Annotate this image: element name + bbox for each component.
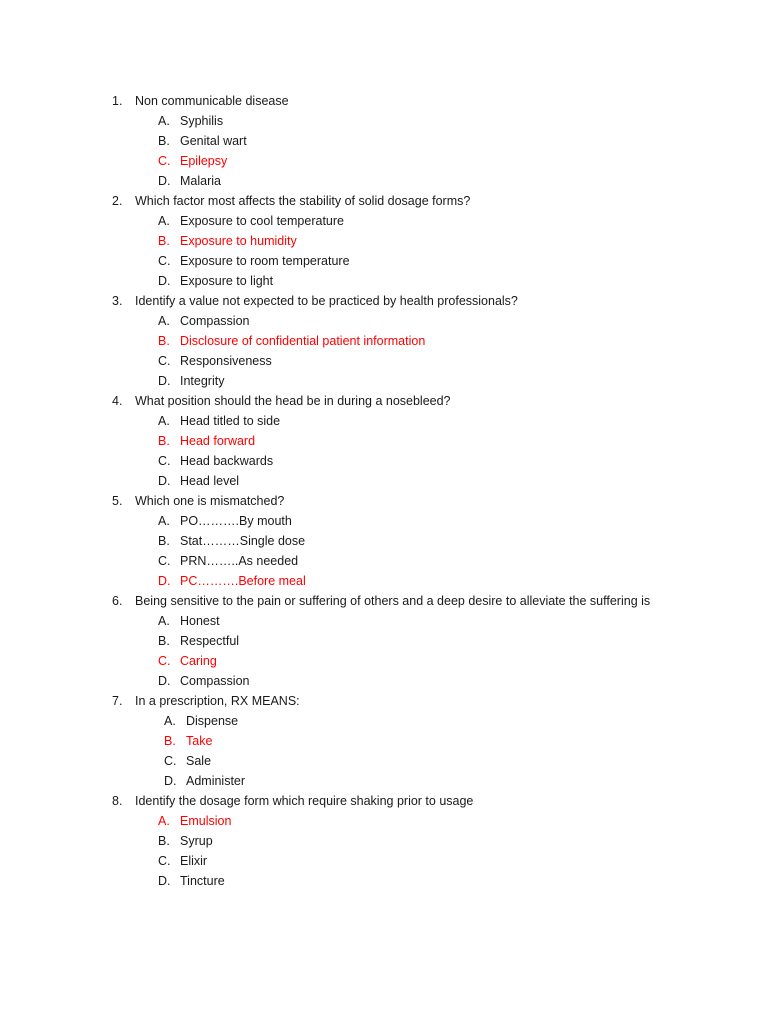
option-letter: C.: [158, 854, 171, 868]
option-5b: [0, 531, 768, 551]
question-number: 1.: [112, 94, 123, 108]
option-text: Syphilis: [180, 114, 224, 128]
question-number: 2.: [112, 194, 123, 208]
option-8a-correct: [0, 811, 768, 831]
question-text: What position should the head be in during a nosebleed?: [135, 394, 451, 408]
option-4c: [0, 451, 768, 471]
question-7: [0, 691, 768, 711]
option-8c: [0, 851, 768, 871]
option-1b: [0, 131, 768, 151]
option-letter: B.: [158, 334, 170, 348]
option-letter: C.: [158, 254, 171, 268]
question-6: [0, 591, 768, 611]
option-4d: [0, 471, 768, 491]
option-text: Integrity: [180, 374, 225, 388]
question-text: Identify a value not expected to be practiced by health professionals?: [135, 294, 518, 308]
option-letter: C.: [158, 554, 171, 568]
option-3a: [0, 311, 768, 331]
option-5d-correct: [0, 571, 768, 591]
option-letter: D.: [158, 874, 171, 888]
option-letter: A.: [158, 814, 170, 828]
option-text: Respectful: [180, 634, 240, 648]
question-4: [0, 391, 768, 411]
question-text: In a prescription, RX MEANS:: [135, 694, 300, 708]
quiz-document: [0, 91, 768, 891]
option-4b-correct: [0, 431, 768, 451]
option-letter: A.: [164, 714, 176, 728]
option-text: Elixir: [180, 854, 208, 868]
option-2d: [0, 271, 768, 291]
option-5a: [0, 511, 768, 531]
option-2c: [0, 251, 768, 271]
question-number: 4.: [112, 394, 123, 408]
question-8: [0, 791, 768, 811]
question-5: [0, 491, 768, 511]
option-letter: C.: [158, 454, 171, 468]
option-letter: D.: [158, 274, 171, 288]
option-text: Head backwards: [180, 454, 274, 468]
option-8b: [0, 831, 768, 851]
question-1: [0, 91, 768, 111]
option-3d: [0, 371, 768, 391]
option-letter: A.: [158, 314, 170, 328]
option-4a: [0, 411, 768, 431]
option-1a: [0, 111, 768, 131]
option-text: Exposure to light: [180, 274, 274, 288]
option-text: Honest: [180, 614, 220, 628]
option-letter: B.: [158, 134, 170, 148]
question-number: 6.: [112, 594, 123, 608]
option-text: Head titled to side: [180, 414, 281, 428]
option-1d: [0, 171, 768, 191]
option-letter: C.: [158, 654, 171, 668]
question-number: 8.: [112, 794, 123, 808]
option-letter: B.: [158, 634, 170, 648]
option-text: Caring: [180, 654, 217, 668]
option-letter: A.: [158, 214, 170, 228]
option-6c-correct: [0, 651, 768, 671]
option-text: Responsiveness: [180, 354, 272, 368]
option-text: Genital wart: [180, 134, 247, 148]
question-text: Which factor most affects the stability of solid dosage forms?: [135, 194, 471, 208]
option-letter: B.: [158, 834, 170, 848]
option-7b-correct: [0, 731, 768, 751]
option-letter: D.: [158, 174, 171, 188]
option-text: Disclosure of confidential patient information: [180, 334, 426, 348]
option-text: Dispense: [186, 714, 239, 728]
question-3: [0, 291, 768, 311]
option-7c: [0, 751, 768, 771]
question-number: 5.: [112, 494, 123, 508]
option-2a: [0, 211, 768, 231]
option-text: Tincture: [180, 874, 225, 888]
option-3c: [0, 351, 768, 371]
option-text: Head forward: [180, 434, 256, 448]
question-text: Being sensitive to the pain or suffering of others and a deep desire to alleviate the suffering is: [135, 594, 651, 608]
option-letter: D.: [164, 774, 177, 788]
option-text: Compassion: [180, 674, 250, 688]
question-text: Identify the dosage form which require shaking prior to usage: [135, 794, 474, 808]
option-text: Emulsion: [180, 814, 232, 828]
option-text: Malaria: [180, 174, 221, 188]
option-6d: [0, 671, 768, 691]
option-6a: [0, 611, 768, 631]
option-7a: [0, 711, 768, 731]
option-text: PRN……..As needed: [180, 554, 299, 568]
option-letter: A.: [158, 514, 170, 528]
option-text: Exposure to humidity: [180, 234, 297, 248]
option-text: Exposure to room temperature: [180, 254, 350, 268]
option-letter: D.: [158, 374, 171, 388]
option-text: Take: [186, 734, 213, 748]
question-number: 7.: [112, 694, 123, 708]
option-letter: D.: [158, 674, 171, 688]
question-2: [0, 191, 768, 211]
option-text: Administer: [186, 774, 246, 788]
question-text: Which one is mismatched?: [135, 494, 285, 508]
option-text: Sale: [186, 754, 212, 768]
option-text: Syrup: [180, 834, 213, 848]
question-number: 3.: [112, 294, 123, 308]
option-letter: B.: [164, 734, 176, 748]
option-6b: [0, 631, 768, 651]
option-letter: B.: [158, 434, 170, 448]
option-text: PC……….Before meal: [180, 574, 306, 588]
option-2b-correct: [0, 231, 768, 251]
option-letter: D.: [158, 474, 171, 488]
option-5c: [0, 551, 768, 571]
option-text: Head level: [180, 474, 240, 488]
option-text: PO……….By mouth: [180, 514, 292, 528]
option-3b-correct: [0, 331, 768, 351]
option-8d: [0, 871, 768, 891]
option-letter: A.: [158, 614, 170, 628]
option-7d: [0, 771, 768, 791]
option-letter: C.: [158, 354, 171, 368]
option-letter: C.: [158, 154, 171, 168]
question-text: Non communicable disease: [135, 94, 289, 108]
option-text: Exposure to cool temperature: [180, 214, 344, 228]
option-text: Stat………Single dose: [180, 534, 306, 548]
option-letter: B.: [158, 234, 170, 248]
option-letter: B.: [158, 534, 170, 548]
option-letter: D.: [158, 574, 171, 588]
option-text: Compassion: [180, 314, 250, 328]
option-letter: C.: [164, 754, 177, 768]
option-letter: A.: [158, 114, 170, 128]
option-1c-correct: [0, 151, 768, 171]
option-letter: A.: [158, 414, 170, 428]
option-text: Epilepsy: [180, 154, 228, 168]
